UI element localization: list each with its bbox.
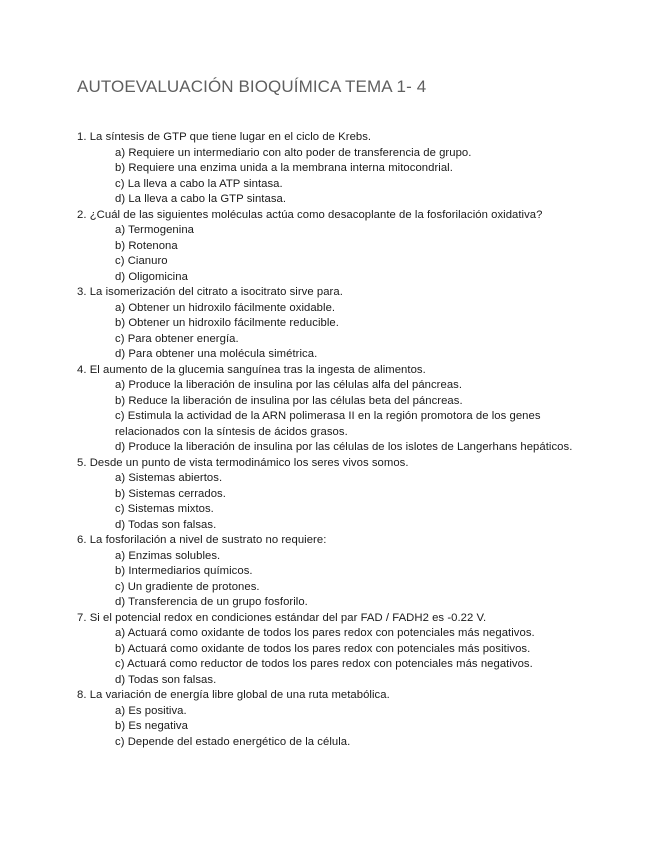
answer-option: a) Es positiva. xyxy=(115,704,187,717)
question-stem: 7. Si el potencial redox en condiciones estándar del par FAD / FADH2 es -0.22 V. xyxy=(77,611,487,624)
answer-options xyxy=(77,704,577,751)
answer-option: b) Obtener un hidroxilo fácilmente reducible. xyxy=(115,317,339,329)
answer-option: c) La lleva a cabo la ATP sintasa. xyxy=(115,177,283,190)
question-stem: 6. La fosforilación a nivel de sustrato no requiere: xyxy=(77,534,327,546)
question-7 xyxy=(77,611,577,689)
question-list xyxy=(77,130,577,750)
answer-option: d) Todas son falsas. xyxy=(115,518,217,531)
question-stem: 4. El aumento de la glucemia sanguínea tras la ingesta de alimentos. xyxy=(77,363,426,376)
answer-option: b) Sistemas cerrados. xyxy=(115,487,226,500)
answer-options xyxy=(77,223,577,285)
answer-option: d) Todas son falsas. xyxy=(115,673,217,686)
answer-option: d) Produce la liberación de insulina por las células de los islotes de Langerhans hepáticos. xyxy=(115,441,573,453)
answer-options xyxy=(77,301,577,363)
question-2 xyxy=(77,208,577,286)
question-stem: 8. La variación de energía libre global de una ruta metabólica. xyxy=(77,689,390,701)
answer-option: c) Un gradiente de protones. xyxy=(115,580,260,593)
answer-option: b) Requiere una enzima unida a la membrana interna mitocondrial. xyxy=(115,162,453,174)
answer-option: c) Actuará como reductor de todos los pares redox con potenciales más negativos. xyxy=(115,658,533,670)
question-4 xyxy=(77,363,577,456)
page-title: AUTOEVALUACIÓN BIOQUÍMICA TEMA 1- 4 xyxy=(77,77,427,96)
answer-option: d) Oligomicina xyxy=(115,270,188,283)
answer-option: d) Transferencia de un grupo fosforilo. xyxy=(115,596,308,608)
question-6 xyxy=(77,533,577,611)
question-5 xyxy=(77,456,577,534)
answer-options xyxy=(77,549,577,611)
answer-option: b) Actuará como oxidante de todos los pares redox con potenciales más positivos. xyxy=(115,642,531,655)
answer-option: a) Obtener un hidroxilo fácilmente oxidable. xyxy=(115,301,336,314)
answer-option: d) Para obtener una molécula simétrica. xyxy=(115,348,318,360)
answer-option: c) Estimula la actividad de la ARN polimerasa II en la región promotora de los genes relacionados con la síntesis de ácidos grasos. xyxy=(115,410,541,438)
answer-options xyxy=(77,626,577,688)
question-8 xyxy=(77,688,577,750)
answer-option: a) Produce la liberación de insulina por las células alfa del páncreas. xyxy=(115,379,463,391)
question-stem: 2. ¿Cuál de las siguientes moléculas actúa como desacoplante de la fosforilación oxidativa? xyxy=(77,208,543,221)
question-3 xyxy=(77,285,577,363)
answer-option: a) Termogenina xyxy=(115,224,194,236)
answer-option: c) Depende del estado energético de la célula. xyxy=(115,735,351,748)
answer-option: b) Es negativa xyxy=(115,720,188,732)
question-stem: 3. La isomerización del citrato a isocitrato sirve para. xyxy=(77,286,343,298)
answer-option: c) Para obtener energía. xyxy=(115,332,239,345)
answer-option: a) Actuará como oxidante de todos los pares redox con potenciales más negativos. xyxy=(115,627,535,639)
answer-option: a) Requiere un intermediario con alto poder de transferencia de grupo. xyxy=(115,146,472,159)
question-stem: 5. Desde un punto de vista termodinámico los seres vivos somos. xyxy=(77,456,409,469)
answer-option: d) La lleva a cabo la GTP sintasa. xyxy=(115,193,287,205)
answer-options xyxy=(77,378,577,456)
answer-option: a) Sistemas abiertos. xyxy=(115,472,223,484)
answer-option: b) Intermediarios químicos. xyxy=(115,565,253,577)
answer-options xyxy=(77,146,577,208)
answer-option: a) Enzimas solubles. xyxy=(115,549,221,562)
answer-option: b) Rotenona xyxy=(115,239,178,252)
question-stem: 1. La síntesis de GTP que tiene lugar en el ciclo de Krebs. xyxy=(77,131,372,143)
answer-option: b) Reduce la liberación de insulina por las células beta del páncreas. xyxy=(115,394,463,407)
answer-option: c) Cianuro xyxy=(115,255,168,267)
answer-option: c) Sistemas mixtos. xyxy=(115,503,214,515)
question-1 xyxy=(77,130,577,208)
answer-options xyxy=(77,471,577,533)
